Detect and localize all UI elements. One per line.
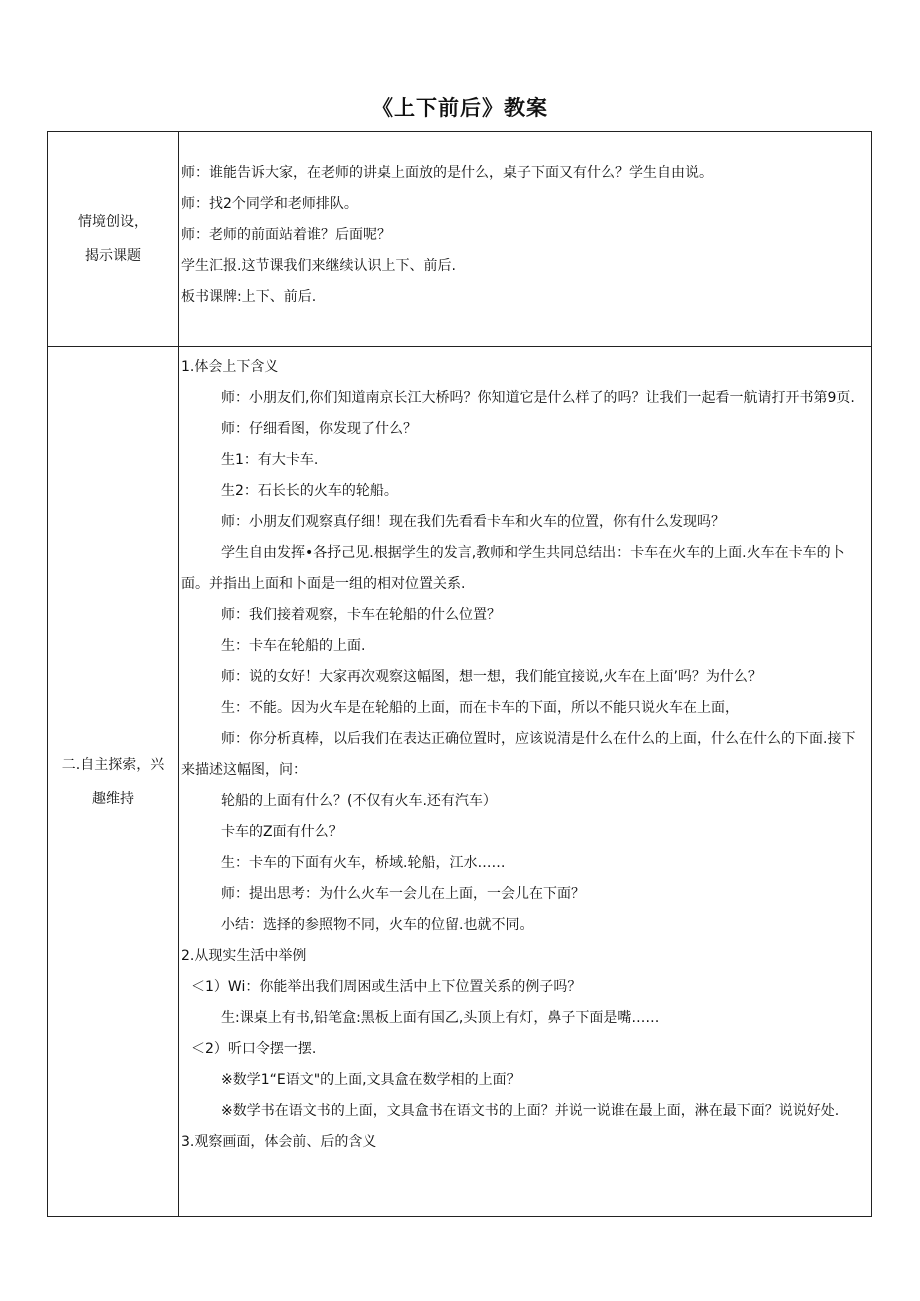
content-line: 学生自由发挥•各抒己见.根据学生的发言,教师和学生共同总结出：卡车在火车的上面.火车在卡车的卜面。并指出上面和卜面是一组的相对位置关系. (181, 545, 845, 592)
content-line: 师：你分析真棒，以后我们在表达正确位置时，应该说清是什么在什么的上面，什么在什么的下面.接下来描述这幅图，问： (181, 731, 856, 778)
content-line: 生：不能。因为火车是在轮船的上面，而在卡车的下面，所以不能只说火车在上面， (221, 700, 739, 716)
section-label-line: 揭示课题 (85, 248, 141, 264)
lesson-plan-table (47, 131, 872, 1217)
table-row (48, 347, 872, 1217)
section-label-line: 趣维持 (92, 790, 134, 807)
content-line: 小结：选择的参照物不同，火车的位留.也就不同。 (221, 917, 534, 933)
content-line: 师：提出思考：为什么火车一会儿在上面，一会儿在下面？ (221, 886, 585, 902)
content-line: 学生汇报.这节课我们来继续认识上下、前后. (181, 258, 456, 274)
content-line: 师：小朋友们,你们知道南京长江大桥吗？你知道它是什么样了的吗？让我们一起看一航请打开书第9页. (221, 390, 855, 406)
content-heading: 1.体会上下含义 (181, 359, 279, 375)
content-line: 生1：有大卡车. (221, 452, 319, 468)
content-line: 板书课牌:上下、前后. (181, 289, 317, 305)
content-heading: 3.观察画面，体会前、后的含义 (181, 1134, 377, 1150)
section-label-line: 情境创设， (78, 214, 148, 230)
section-content-cell (179, 132, 872, 347)
content-line: 师：仔细看图，你发现了什么？ (221, 421, 417, 437)
content-line: 师：我们接着观察，卡车在轮船的什么位置？ (221, 607, 501, 623)
content-line: 师：谁能告诉大家，在老师的讲桌上面放的是什么，桌子下面又有什么？学生自由说。 (181, 165, 713, 181)
content-line: ※数学书在语文书的上面，文具盒书在语文书的上面？并说一说谁在最上面，淋在最下面？说说好处. (221, 1103, 840, 1119)
content-line: 卡车的Z面有什么？ (221, 824, 343, 840)
table-row (48, 132, 872, 347)
section-label-cell (48, 347, 179, 1217)
section-label-cell (48, 132, 179, 347)
content-line: 生：卡车在轮船的上面. (221, 638, 366, 654)
content-line: ※数学1“E语文"的上面,文具盒在数学相的上面？ (221, 1072, 521, 1088)
content-line: 师：找2个同学和老师排队。 (181, 196, 358, 212)
content-line: 生：卡车的下面有火车，桥域.轮船，江水…… (221, 855, 506, 871)
content-line: 师：小朋友们观察真仔细！现在我们先看看卡车和火车的位置，你有什么发现吗？ (221, 514, 725, 530)
content-line: ＜2）听口令摆一摆. (191, 1041, 317, 1057)
section-content-cell (179, 347, 872, 1217)
content-line: 师：老师的前面站着谁？后面呢？ (181, 227, 391, 243)
section-label-line: 二.自主探索，兴 (61, 756, 165, 773)
content-line: 生2：石长长的火车的轮船。 (221, 483, 398, 499)
content-line: ＜1）Wi：你能举出我们周困或生活中上下位置关系的例子吗？ (191, 979, 582, 995)
content-line: 轮船的上面有什么？(不仅有火车.还有汽车） (221, 793, 497, 809)
document-title: 《上下前后》教案 (372, 96, 548, 120)
content-line: 生:课桌上有书,铅笔盒:黑板上面有国乙,头顶上有灯，鼻子下面是嘴…… (221, 1010, 660, 1026)
content-line: 师：说的女好！大家再次观察这幅图，想一想，我们能宜接说,火车在上面’吗？为什么？ (221, 669, 762, 685)
content-heading: 2.从现实生活中举例 (181, 948, 307, 964)
